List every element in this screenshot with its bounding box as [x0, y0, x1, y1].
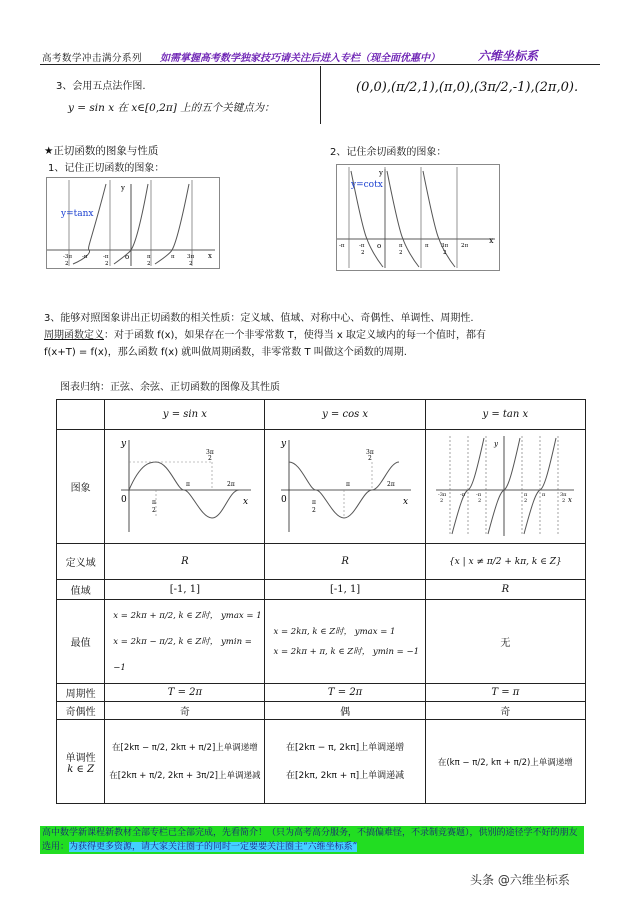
svg-text:π: π: [151, 499, 156, 506]
period-def-line2: f(x+T) = f(x)，那么函数 f(x) 就叫做周期函数，非零常数 T 叫做这个函数的周期.: [44, 347, 407, 358]
series-title: 高考数学冲击满分系列: [42, 53, 143, 64]
footer-note-green: 高中数学新课程新教材全部专栏已全部完成，先看简介！（只为高考高分服务，不搞偏难怪，不录制竞赛题），供别的途径学不好的朋友选用：: [42, 828, 578, 852]
svg-text:2π: 2π: [387, 481, 395, 488]
tan-heading: ★正切函数的图象与性质: [44, 145, 159, 157]
range-row: [57, 580, 586, 600]
cot-func-label: y=cotx: [351, 180, 383, 190]
svg-text:-π: -π: [476, 492, 482, 498]
svg-text:x: x: [568, 496, 573, 504]
header-sin: y = sin x: [105, 400, 265, 430]
column-promo[interactable]: 如需掌握高考数学独家技巧请关注后进入专栏（现全面优惠中）: [160, 53, 440, 64]
extreme-tan: 无: [425, 600, 585, 684]
svg-text:2: 2: [443, 250, 447, 256]
svg-text:0: 0: [120, 495, 127, 505]
range-sin: [-1, 1]: [105, 580, 265, 600]
extreme-cos-max: x = 2kπ, k ∈ Z时， ymax = 1: [273, 626, 396, 637]
svg-text:3π: 3π: [441, 243, 449, 249]
period-cos: T = 2π: [265, 684, 425, 702]
svg-text:2π: 2π: [226, 481, 235, 488]
svg-text:2: 2: [147, 261, 151, 267]
tan-small-graph: [430, 432, 580, 538]
graph-row: [57, 430, 586, 544]
svg-text:π: π: [399, 243, 403, 249]
extreme-row: [57, 600, 586, 684]
svg-text:2: 2: [361, 250, 365, 256]
period-tan: T = π: [425, 684, 585, 702]
cot-item2: 2、记住余切函数的图象：: [330, 147, 447, 158]
svg-text:2: 2: [478, 498, 482, 504]
parity-label: 奇偶性: [57, 702, 105, 720]
properties-line: 3、能够对照图象讲出正切函数的相关性质：定义域、值域、对称中心、奇偶性、单调性、周期性.: [44, 313, 474, 324]
tan-item1: 1、记住正切函数的图象：: [48, 163, 165, 174]
parity-tan: 奇: [425, 702, 585, 720]
corner-cell: [57, 400, 105, 430]
svg-text:2π: 2π: [461, 243, 469, 249]
range-label: 值域: [57, 580, 105, 600]
svg-text:x: x: [403, 497, 409, 507]
footer-note: [40, 826, 584, 854]
x-label: x: [208, 252, 212, 260]
extreme-cos: [265, 600, 425, 684]
mono-sin-inc: 在[2kπ − π/2, 2kπ + π/2]上单调递增: [112, 742, 258, 753]
five-point-desc: y = sin x 在 x∈[0,2π] 上的五个关键点为：: [68, 102, 275, 114]
svg-text:2: 2: [65, 261, 69, 267]
x-label: x: [489, 236, 494, 245]
svg-text:3π: 3π: [187, 254, 195, 260]
svg-text:y: y: [120, 439, 126, 449]
period-def-text1: ：对于函数 f(x)，如果存在一个非零常数 T，使得当 x 取定义域内的每一个值时，都有: [104, 330, 486, 341]
domain-tan: {x | x ≠ π/2 + kπ, k ∈ Z}: [425, 544, 585, 580]
mono-cos-dec: 在[2kπ, 2kπ + π]上单调递减: [286, 770, 405, 781]
svg-text:π: π: [185, 481, 190, 488]
period-def-line1: [44, 326, 486, 341]
domain-label: 定义域: [57, 544, 105, 580]
mono-row: [57, 720, 586, 804]
summary-title: 图表归纳：正弦、余弦、正切函数的图像及其性质: [60, 382, 280, 393]
domain-row: [57, 544, 586, 580]
svg-text:π: π: [312, 499, 317, 506]
domain-sin: R: [105, 544, 265, 580]
svg-text:π: π: [542, 492, 546, 498]
header-cos: y = cos x: [265, 400, 425, 430]
svg-text:2: 2: [312, 507, 316, 514]
mono-cos: [265, 720, 425, 804]
brand-logo-text: 六维坐标系: [478, 49, 539, 63]
graph-label: 图象: [57, 430, 105, 544]
tan-graph: [46, 177, 220, 269]
svg-text:0: 0: [281, 495, 287, 505]
five-point-values: (0,0),(π/2,1),(π,0),(3π/2,-1),(2π,0).: [356, 80, 579, 95]
svg-text:-3π: -3π: [438, 492, 447, 498]
cot-tick-labels: [339, 243, 468, 256]
mono-cos-inc: 在[2kπ − π, 2kπ]上单调递增: [286, 742, 405, 753]
origin: o: [125, 253, 130, 261]
svg-text:2: 2: [105, 261, 109, 267]
watermark: 头条 @六维坐标系: [470, 873, 570, 887]
svg-text:π: π: [425, 243, 429, 249]
svg-text:π: π: [346, 481, 351, 488]
svg-text:-3π: -3π: [63, 254, 72, 260]
svg-text:2: 2: [368, 455, 372, 462]
svg-text:3π: 3π: [205, 449, 214, 456]
tan-func-label: y=tanx: [61, 209, 94, 219]
svg-text:2: 2: [189, 261, 193, 267]
vertical-divider: [320, 66, 321, 124]
svg-text:π: π: [171, 254, 175, 260]
svg-text:2: 2: [562, 498, 566, 504]
svg-text:y: y: [494, 440, 499, 448]
mono-label-cell: [57, 720, 105, 804]
range-cos: [-1, 1]: [265, 580, 425, 600]
svg-text:-π: -π: [103, 254, 109, 260]
parity-row: [57, 702, 586, 720]
mono-sin: [105, 720, 265, 804]
extreme-cos-min: x = 2kπ + π, k ∈ Z时， ymin = −1: [273, 646, 420, 657]
sin-graph-cell: [105, 430, 265, 544]
svg-text:2: 2: [399, 250, 403, 256]
extreme-sin-min: x = 2kπ − π/2, k ∈ Z时， ymin = −1: [113, 636, 252, 673]
svg-text:π: π: [524, 492, 528, 498]
cot-graph: [336, 164, 500, 271]
extreme-label: 最值: [57, 600, 105, 684]
svg-text:2: 2: [151, 507, 156, 514]
summary-table: [56, 399, 586, 804]
domain-cos: R: [265, 544, 425, 580]
extreme-sin-max: x = 2kπ + π/2, k ∈ Z时， ymax = 1: [113, 610, 262, 621]
svg-text:2: 2: [524, 498, 528, 504]
svg-text:-π: -π: [339, 243, 345, 249]
svg-text:-π: -π: [460, 492, 466, 498]
svg-text:y: y: [281, 439, 287, 449]
mono-sin-dec: 在[2kπ + π/2, 2kπ + 3π/2]上单调递减: [109, 770, 261, 781]
footer-note-blue[interactable]: 为获得更多资源，请大家关注圈子的同时一定要要关注圈主“六维坐标系”: [69, 842, 358, 852]
mono-tan: 在(kπ − π/2, kπ + π/2)上单调递增: [425, 720, 585, 804]
tan-graph-cell: [425, 430, 585, 544]
svg-text:3π: 3π: [560, 492, 567, 498]
parity-cos: 偶: [265, 702, 425, 720]
svg-text:x: x: [242, 497, 248, 507]
range-tan: R: [425, 580, 585, 600]
mono-label: 单调性: [65, 752, 96, 764]
svg-text:3π: 3π: [366, 449, 374, 456]
parity-sin: 奇: [105, 702, 265, 720]
svg-text:-π: -π: [82, 254, 88, 260]
extreme-sin: [105, 600, 265, 684]
y-label: y: [379, 169, 383, 177]
header-tan: y = tan x: [425, 400, 585, 430]
header-rule: [40, 64, 600, 65]
period-sin: T = 2π: [105, 684, 265, 702]
origin: o: [377, 242, 382, 250]
cos-graph-cell: [265, 430, 425, 544]
sin-graph: [111, 432, 259, 538]
period-def-title: 周期函数定义: [44, 330, 104, 341]
header-row: [57, 400, 586, 430]
svg-text:2: 2: [207, 455, 212, 462]
cos-graph: [271, 432, 419, 538]
svg-text:-π: -π: [359, 243, 365, 249]
svg-text:2: 2: [440, 498, 444, 504]
five-point-item: 3、会用五点法作图.: [56, 81, 146, 92]
y-label: y: [121, 184, 125, 192]
svg-text:π: π: [147, 254, 151, 260]
period-row: [57, 684, 586, 702]
period-label: 周期性: [57, 684, 105, 702]
mono-label-k: k ∈ Z: [67, 763, 95, 775]
